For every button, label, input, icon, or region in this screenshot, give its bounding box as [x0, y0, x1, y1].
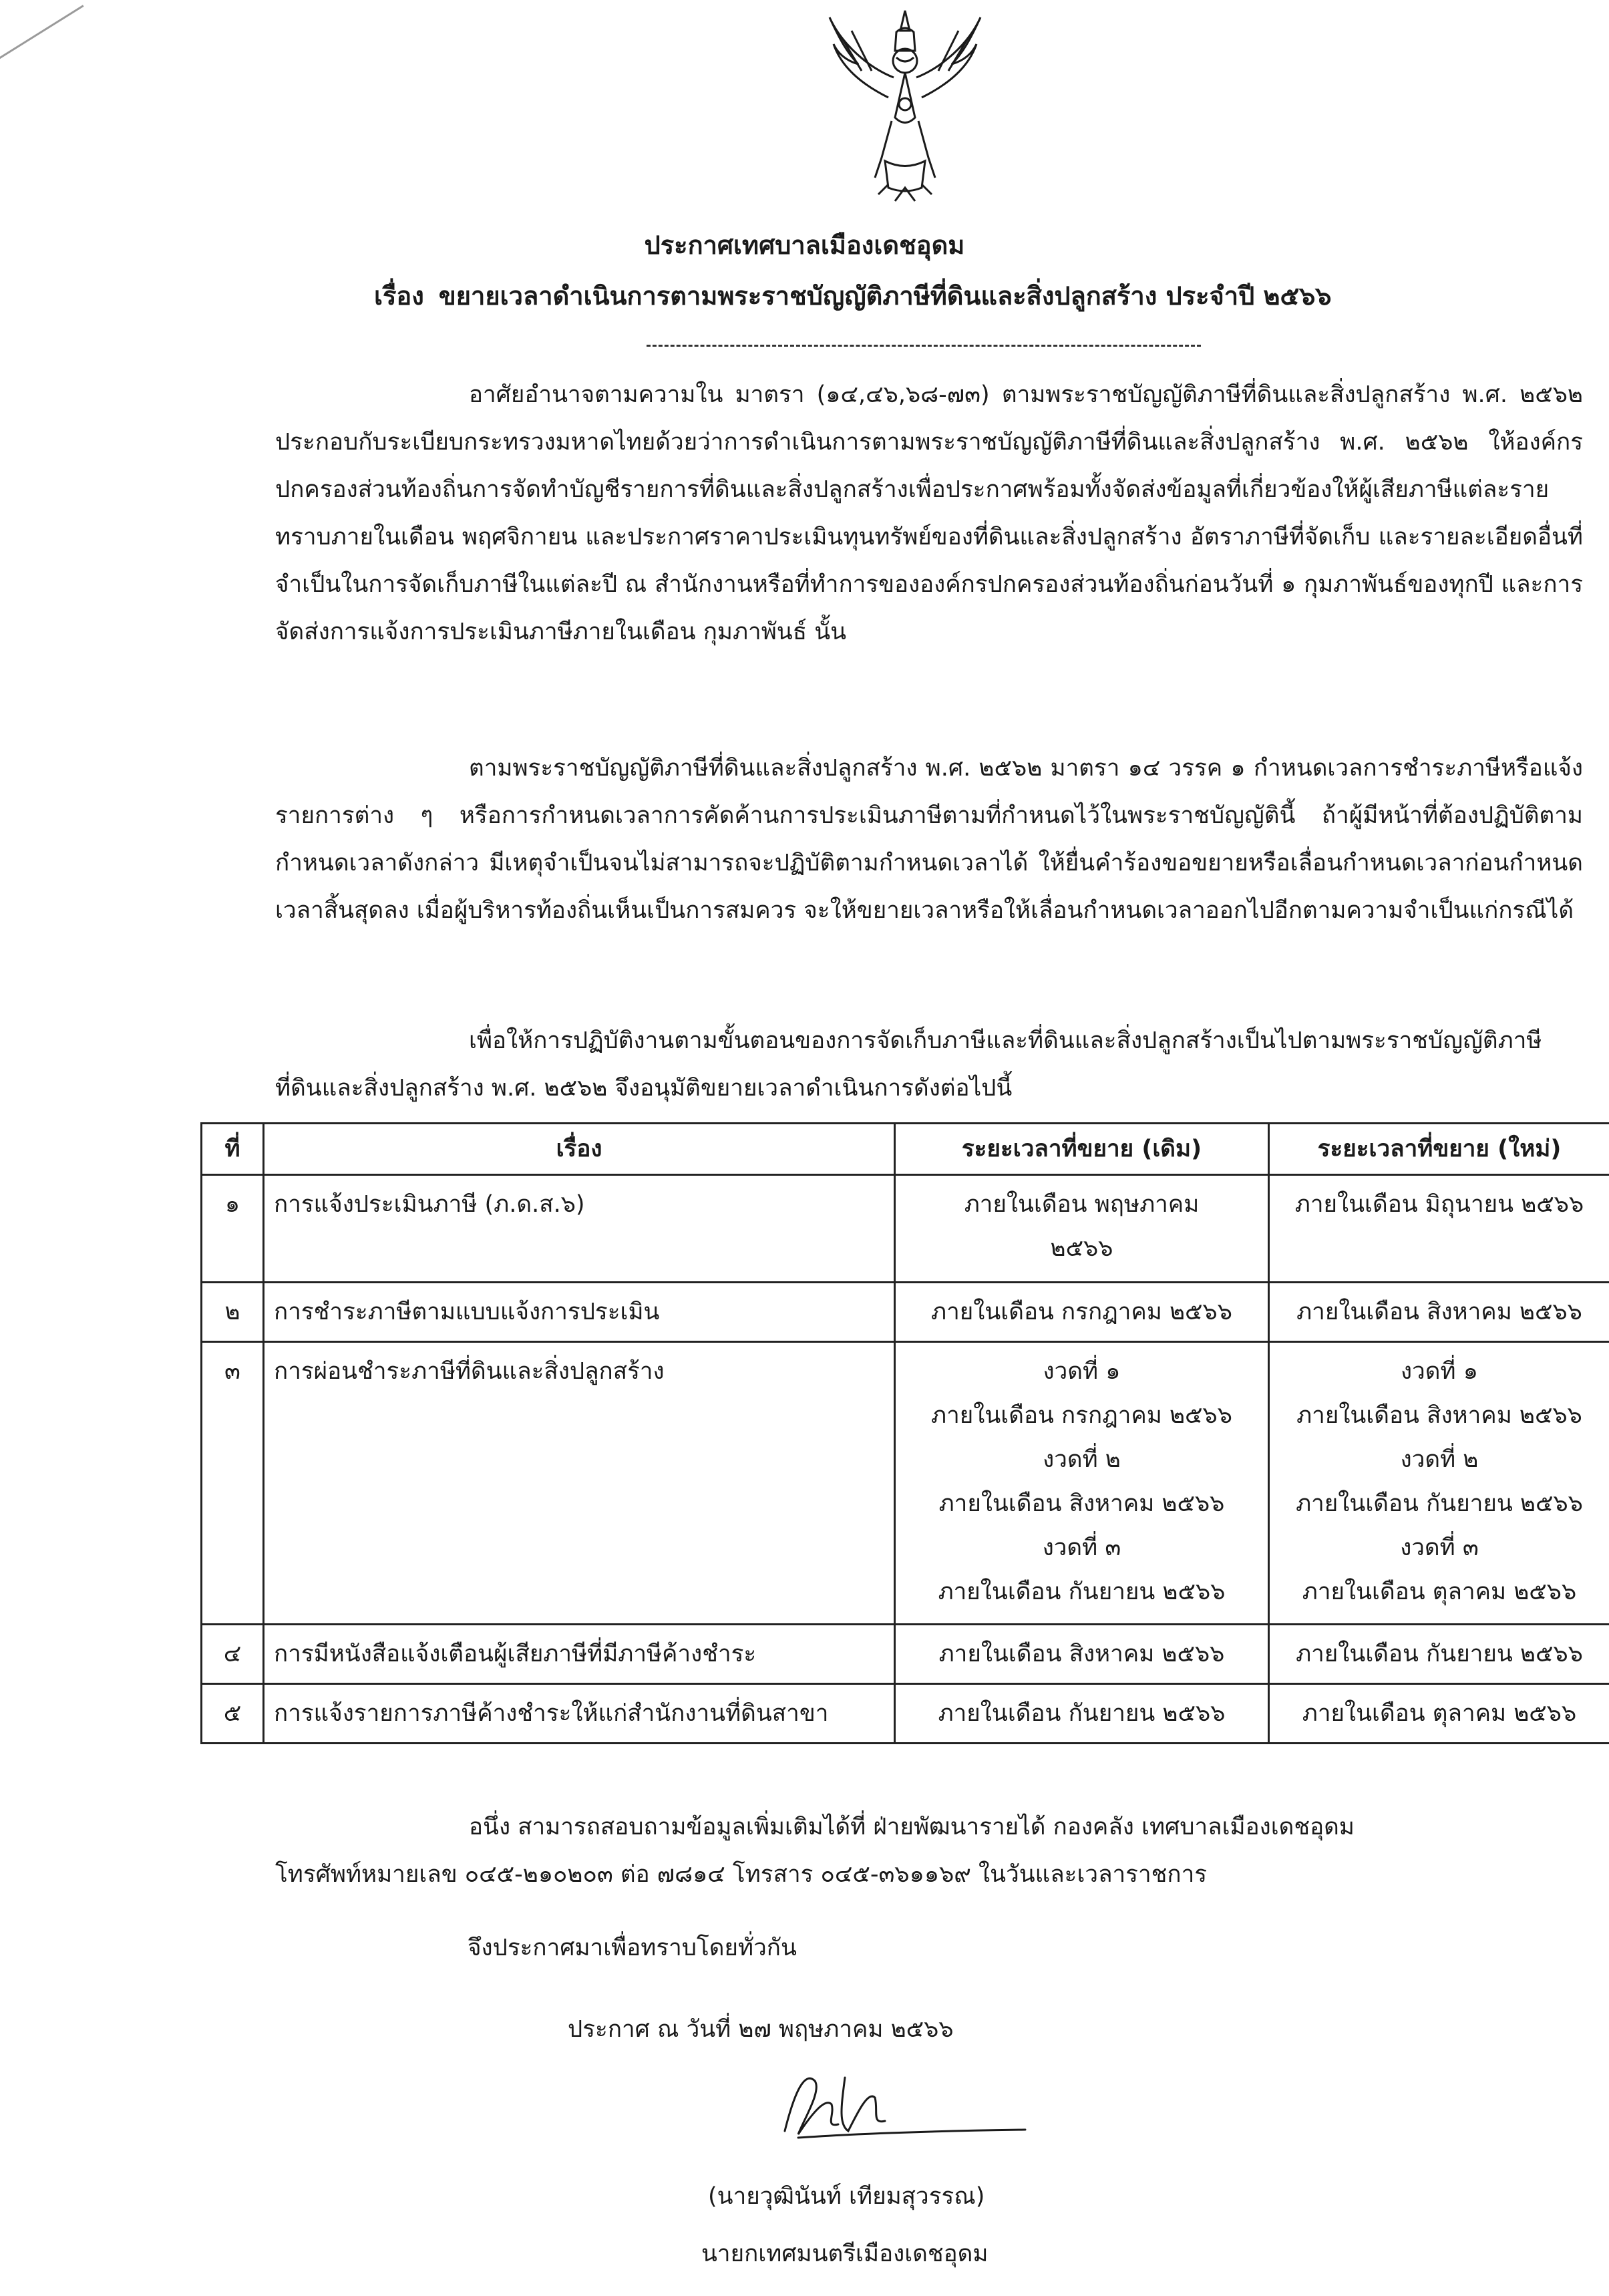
period-line: ภายในเดือน สิงหาคม ๒๕๖๖ [1296, 1299, 1582, 1325]
paragraph-authority [275, 371, 1583, 656]
contact-line-2: โทรศัพท์หมายเลข ๐๔๕-๒๑๐๒๐๓ ต่อ ๗๘๑๔ โทรสาร ๐๔๕-๓๖๑๑๖๙ ในวันและเวลาราชการ [275, 1861, 1208, 1888]
row-no: ๓ [202, 1342, 264, 1625]
period-line: ภายในเดือน กรกฎาคม ๒๕๖๖ [931, 1299, 1232, 1325]
paragraph-approval [275, 1017, 1583, 1112]
row-no: ๒ [202, 1283, 264, 1342]
title-divider [647, 345, 1201, 347]
paragraph-law-section-text: ตามพระราชบัญญัติภาษีที่ดินและสิ่งปลูกสร้าง พ.ศ. ๒๕๖๒ มาตรา ๑๔ วรรค ๑ กำหนดเวลการชำระภาษีหรือแจ้งรายการต่าง ๆ หรือการกำหนดเวลาการคัดค้านการประเมินภาษีตามที่กำหนดไว้ในพระราชบัญญัตินี้ ถ้าผู้มีหน้าที่ต้องปฏิบัติตามกำหนดเวลาดังกล่าว มีเหตุจำเป็นจนไม่สามารถจะปฏิบัติตามกำหนดเวลาได้ ให้ยื่นคำร้องขอขยายหรือเลื่อนกำหนดเวลาก่อนกำหนดเวลาสิ้นสุดลง เมื่อผู้บริหารท้องถิ่นเห็นเป็นการสมควร จะให้ขยายเวลาหรือให้เลื่อนกำหนดเวลาออกไปอีกตามความจำเป็นแก่กรณีได้ [275, 755, 1583, 924]
subject-text: ขยายเวลาดำเนินการตามพระราชบัญญัติภาษีที่ดินและสิ่งปลูกสร้าง ประจำปี ๒๕๖๖ [438, 281, 1332, 311]
table-row [202, 1342, 1609, 1625]
installment-label: งวดที่ ๑ [1401, 1358, 1478, 1385]
row-no: ๕ [202, 1684, 264, 1744]
date-prefix: ประกาศ ณ วันที่ [568, 2016, 731, 2043]
row-new-period [1269, 1625, 1609, 1684]
period-line: ภายในเดือน กรกฎาคม ๒๕๖๖ [931, 1402, 1232, 1429]
header-no: ที่ [202, 1124, 264, 1175]
row-new-period [1269, 1684, 1609, 1744]
closing-statement: จึงประกาศมาเพื่อทราบโดยทั่วกัน [468, 1935, 797, 1961]
row-old-period [895, 1283, 1269, 1342]
paragraph-approval-text: เพื่อให้การปฏิบัติงานตามขั้นตอนของการจัดเก็บภาษีและที่ดินและสิ่งปลูกสร้างเป็นไปตามพระราชบัญญัติภาษีที่ดินและสิ่งปลูกสร้าง พ.ศ. ๒๕๖๒ จึงอนุมัติขยายเวลาดำเนินการดังต่อไปนี้ [275, 1027, 1542, 1102]
installment-label: งวดที่ ๓ [1042, 1534, 1121, 1561]
installment-label: งวดที่ ๓ [1400, 1534, 1479, 1561]
period-line: ภายในเดือน มิถุนายน ๒๕๖๖ [1294, 1191, 1584, 1218]
row-no: ๑ [202, 1175, 264, 1283]
page-corner-fold [0, 5, 84, 77]
period-line: ภายในเดือน กันยายน ๒๕๖๖ [938, 1579, 1226, 1605]
period-line: ภายในเดือน กันยายน ๒๕๖๖ [1296, 1641, 1583, 1667]
extension-schedule-table [200, 1122, 1609, 1744]
row-new-period [1269, 1342, 1609, 1625]
installment-label: งวดที่ ๒ [1400, 1446, 1479, 1473]
table-header-row [202, 1124, 1609, 1175]
row-old-period [895, 1342, 1269, 1625]
paragraph-authority-text: อาศัยอำนาจตามความใน มาตรา (๑๔,๔๖,๖๘-๗๓) ตามพระราชบัญญัติภาษีที่ดินและสิ่งปลูกสร้าง พ.ศ. ๒๕๖๒ ประกอบกับระเบียบกระทรวงมหาดไทยด้วยว่าการดำเนินการตามพระราชบัญญัติภาษีที่ดินและสิ่งปลูกสร้าง พ.ศ. ๒๕๖๒ ให้องค์กรปกครองส่วนท้องถิ่นการจัดทำบัญชีรายการที่ดินและสิ่งปลูกสร้างเพื่อประกาศพร้อมทั้งจัดส่งข้อมูลที่เกี่ยวข้องให้ผู้เสียภาษีแต่ละรายทราบภายในเดือน พฤศจิกายน และประกาศราคาประเมินทุนทรัพย์ของที่ดินและสิ่งปลูกสร้าง อัตราภาษีที่จัดเก็บ และรายละเอียดอื่นที่จำเป็นในการจัดเก็บภาษีในแต่ละปี ณ สำนักงานหรือที่ทำการขององค์กรปกครองส่วนท้องถิ่นก่อนวันที่ ๑ กุมภาพันธ์ของทุกปี และการจัดส่งการแจ้งการประเมินภาษีภายในเดือน กุมภาพันธ์ นั้น [275, 381, 1583, 645]
row-subject: การแจ้งรายการภาษีค้างชำระให้แก่สำนักงานที่ดินสาขา [264, 1684, 895, 1744]
paragraph-law-section [275, 745, 1583, 935]
contact-line-1: อนึ่ง สามารถสอบถามข้อมูลเพิ่มเติมได้ที่ ฝ่ายพัฒนารายได้ กองคลัง เทศบาลเมืองเดชอุดม [469, 1814, 1355, 1840]
contact-info [275, 1804, 1583, 1899]
garuda-emblem [822, 4, 989, 204]
row-subject: การผ่อนชำระภาษีที่ดินและสิ่งปลูกสร้าง [264, 1342, 895, 1625]
period-line: ภายในเดือน พฤษภาคม [964, 1191, 1200, 1218]
announcement-subject [374, 275, 1476, 316]
handwritten-signature [758, 2051, 1039, 2161]
header-new-period: ระยะเวลาที่ขยาย (ใหม่) [1269, 1124, 1609, 1175]
row-new-period [1269, 1175, 1609, 1283]
period-line: ภายในเดือน สิงหาคม ๒๕๖๖ [938, 1490, 1225, 1517]
table-row [202, 1684, 1609, 1744]
period-line: ภายในเดือน สิงหาคม ๒๕๖๖ [938, 1641, 1225, 1667]
row-old-period [895, 1684, 1269, 1744]
period-line: ภายในเดือน สิงหาคม ๒๕๖๖ [1296, 1402, 1582, 1429]
date-month-year: พฤษภาคม ๒๕๖๖ [778, 2016, 954, 2043]
period-line: ภายในเดือน ตุลาคม ๒๕๖๖ [1302, 1700, 1577, 1727]
row-subject: การแจ้งประเมินภาษี (ภ.ด.ส.๖) [264, 1175, 895, 1283]
date-day: ๒๗ [738, 2016, 771, 2043]
table-row [202, 1283, 1609, 1342]
period-line: ภายในเดือน กันยายน ๒๕๖๖ [1296, 1490, 1583, 1517]
period-line: ๒๕๖๖ [1050, 1235, 1113, 1262]
subject-label: เรื่อง [374, 281, 424, 311]
installment-label: งวดที่ ๑ [1043, 1358, 1121, 1385]
period-line: ภายในเดือน ตุลาคม ๒๕๖๖ [1302, 1579, 1577, 1605]
header-old-period: ระยะเวลาที่ขยาย (เดิม) [895, 1124, 1269, 1175]
row-old-period [895, 1625, 1269, 1684]
period-line: ภายในเดือน กันยายน ๒๕๖๖ [938, 1700, 1226, 1727]
table-row [202, 1175, 1609, 1283]
signer-title: นายกเทศมนตรีเมืองเดชอุดม [701, 2241, 989, 2267]
announcement-date [568, 2011, 954, 2047]
row-subject: การชำระภาษีตามแบบแจ้งการประเมิน [264, 1283, 895, 1342]
organization-title: ประกาศเทศบาลเมืองเดชอุดม [644, 230, 965, 260]
installment-label: งวดที่ ๒ [1043, 1446, 1121, 1473]
header-subject: เรื่อง [264, 1124, 895, 1175]
row-no: ๔ [202, 1625, 264, 1684]
table-row [202, 1625, 1609, 1684]
row-subject: การมีหนังสือแจ้งเตือนผู้เสียภาษีที่มีภาษีค้างชำระ [264, 1625, 895, 1684]
row-old-period [895, 1175, 1269, 1283]
row-new-period [1269, 1283, 1609, 1342]
signer-name: (นายวุฒินันท์ เทียมสุวรรณ) [708, 2183, 985, 2210]
